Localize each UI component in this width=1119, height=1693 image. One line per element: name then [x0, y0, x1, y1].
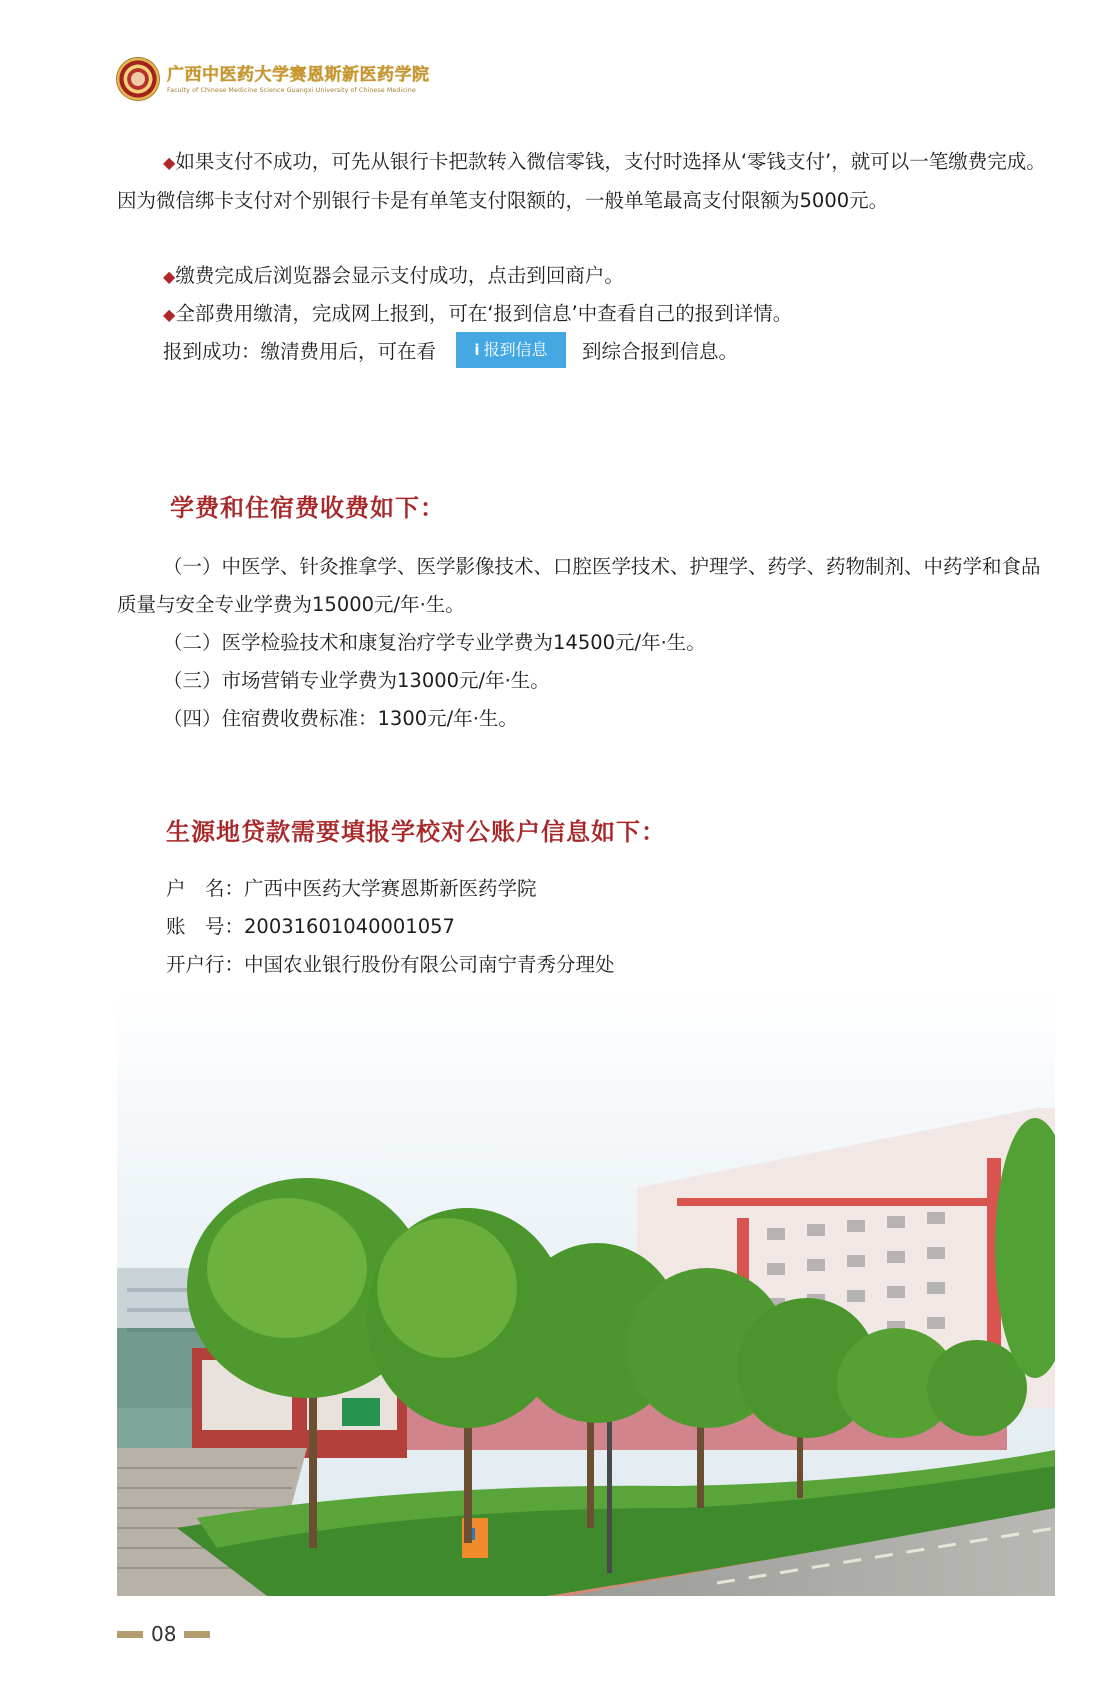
account-bank: 开户行：中国农业银行股份有限公司南宁青秀分理处 — [166, 953, 615, 976]
account-section-title: 生源地贷款需要填报学校对公账户信息如下： — [166, 818, 666, 846]
registration-success-line — [117, 333, 1054, 371]
university-seal-icon — [117, 58, 159, 100]
page-footer — [117, 1622, 210, 1646]
success-suffix: 到综合报到信息。 — [582, 340, 739, 363]
payment-note-2 — [117, 257, 1054, 296]
account-number: 账 号：20031601040001057 — [166, 915, 455, 938]
fee-item-4: （四）住宿费收费标准：1300元/年·生。 — [163, 707, 518, 730]
university-name-en: Faculty of Chinese Medicine Science Guangxi University of Chinese Medicine — [167, 86, 416, 94]
account-name: 户 名：广西中医药大学赛恩斯新医药学院 — [166, 877, 537, 900]
registration-info-button-label: 报到信息 — [483, 339, 548, 359]
page-header — [117, 55, 430, 103]
campus-photo — [117, 988, 1055, 1596]
info-icon: i — [474, 340, 480, 359]
success-prefix: 报到成功：缴清费用后，可在看 — [163, 340, 437, 363]
fees-list — [117, 548, 1054, 738]
payment-note-3 — [117, 295, 1054, 334]
brand — [167, 64, 430, 95]
diamond-bullet-icon: ◆ — [163, 305, 176, 324]
fee-item-2: （二）医学检验技术和康复治疗学专业学费为14500元/年·生。 — [163, 631, 706, 654]
payment-note-1-text: 如果支付不成功，可先从银行卡把款转入微信零钱，支付时选择从‘零钱支付’，就可以一笔缴费完成。因为微信绑卡支付对个别银行卡是有单笔支付限额的，一般单笔最高支付限额为5000元。 — [117, 150, 1046, 212]
fee-item-1: （一）中医学、针灸推拿学、医学影像技术、口腔医学技术、护理学、药学、药物制剂、中药学和食品质量与安全专业学费为15000元/年·生。 — [117, 555, 1041, 616]
page-number: 08 — [151, 1622, 177, 1646]
diamond-bullet-icon: ◆ — [163, 153, 176, 172]
footer-bar-right — [184, 1631, 210, 1638]
fees-section-title: 学费和住宿费收费如下： — [170, 494, 445, 522]
footer-bar-left — [117, 1631, 143, 1638]
fee-item-3: （三）市场营销专业学费为13000元/年·生。 — [163, 669, 550, 692]
university-name-cn: 广西中医药大学赛恩斯新医药学院 — [167, 64, 430, 85]
payment-note-2-text: 缴费完成后浏览器会显示支付成功，点击到回商户。 — [175, 264, 624, 287]
registration-info-button[interactable] — [456, 332, 566, 368]
diamond-bullet-icon: ◆ — [163, 267, 176, 286]
payment-note-1 — [117, 143, 1054, 220]
payment-note-3-text: 全部费用缴清，完成网上报到，可在‘报到信息’中查看自己的报到详情。 — [175, 302, 793, 325]
